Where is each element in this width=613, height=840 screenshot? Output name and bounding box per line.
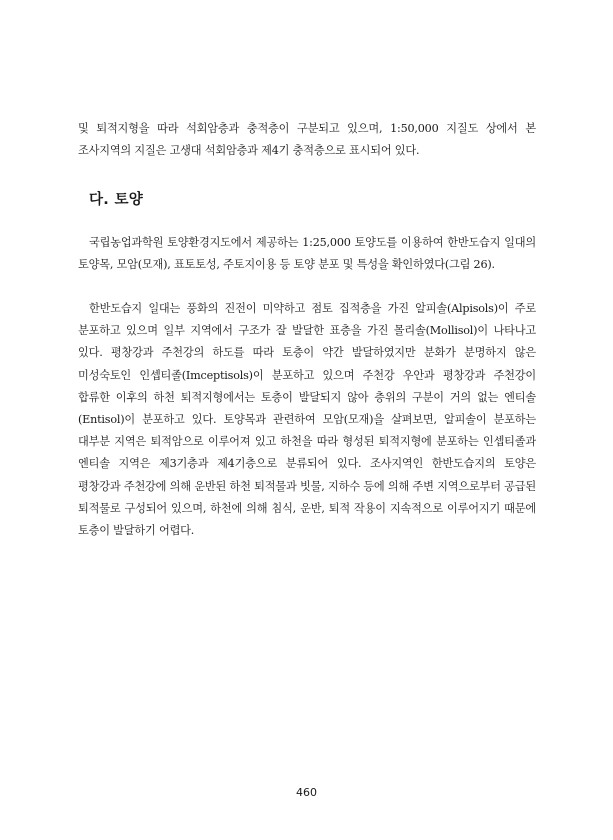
page-number: 460	[296, 786, 317, 799]
soil-map-paragraph: 국립농업과학원 토양환경지도에서 제공하는 1:25,000 토양도를 이용하여 한반도습지 일대의 토양목, 모암(모재), 표토토성, 주토지이용 등 토양 분포 및 특성을 확인하였다(그림 26).	[78, 236, 536, 272]
intro-paragraph: 및 퇴적지형을 따라 석회암층과 충적층이 구분되고 있으며, 1:50,000 지질도 상에서 본 조사지역의 지질은 고생대 석회암층과 제4기 충적층으로 표시되어 있다.	[78, 122, 536, 158]
soil-distribution-paragraph: 한반도습지 일대는 풍화의 진전이 미약하고 점토 집적층을 가진 알피솔(Alpisols)이 주로 분포하고 있으며 일부 지역에서 구조가 잘 발달한 표층을 가진 몰리솔(Mollisol)이 나타나고 있다. 평창강과 주천강의 하도를 따라 토층이 약간 발달하였지만 분화가 분명하지 않은 미성숙토인 인셉티졸(Imceptisols)이 분포하고 있으며 주천강 우안과 평창강과 주천강이 합류한 이후의 하천 퇴적지형에서는 토층이 발달되지 않아 층위의 구분이 거의 없는 엔티솔(Entisol)이 분포하고 있다. 토양목과 관련하여 모암(모재)을 살펴보면, 알피솔이 분포하는 대부분 지역은 퇴적암으로 이루어져 있고 하천을 따라 형성된 퇴적지형에 분포하는 인셉티졸과 엔티솔 지역은 제3기층과 제4기층으로 분류되어 있다. 조사지역인 한반도습지의 토양은 평창강과 주천강에 의해 운반된 하천 퇴적물과 빗물, 지하수 등에 의해 주변 지역으로부터 공급된 퇴적물로 구성되어 있으며, 하천에 의해 침식, 운반, 퇴적 작용이 지속적으로 이루어지기 때문에 토층이 발달하기 어렵다.	[78, 302, 536, 538]
section-heading-soil: 다. 토양	[89, 192, 144, 208]
